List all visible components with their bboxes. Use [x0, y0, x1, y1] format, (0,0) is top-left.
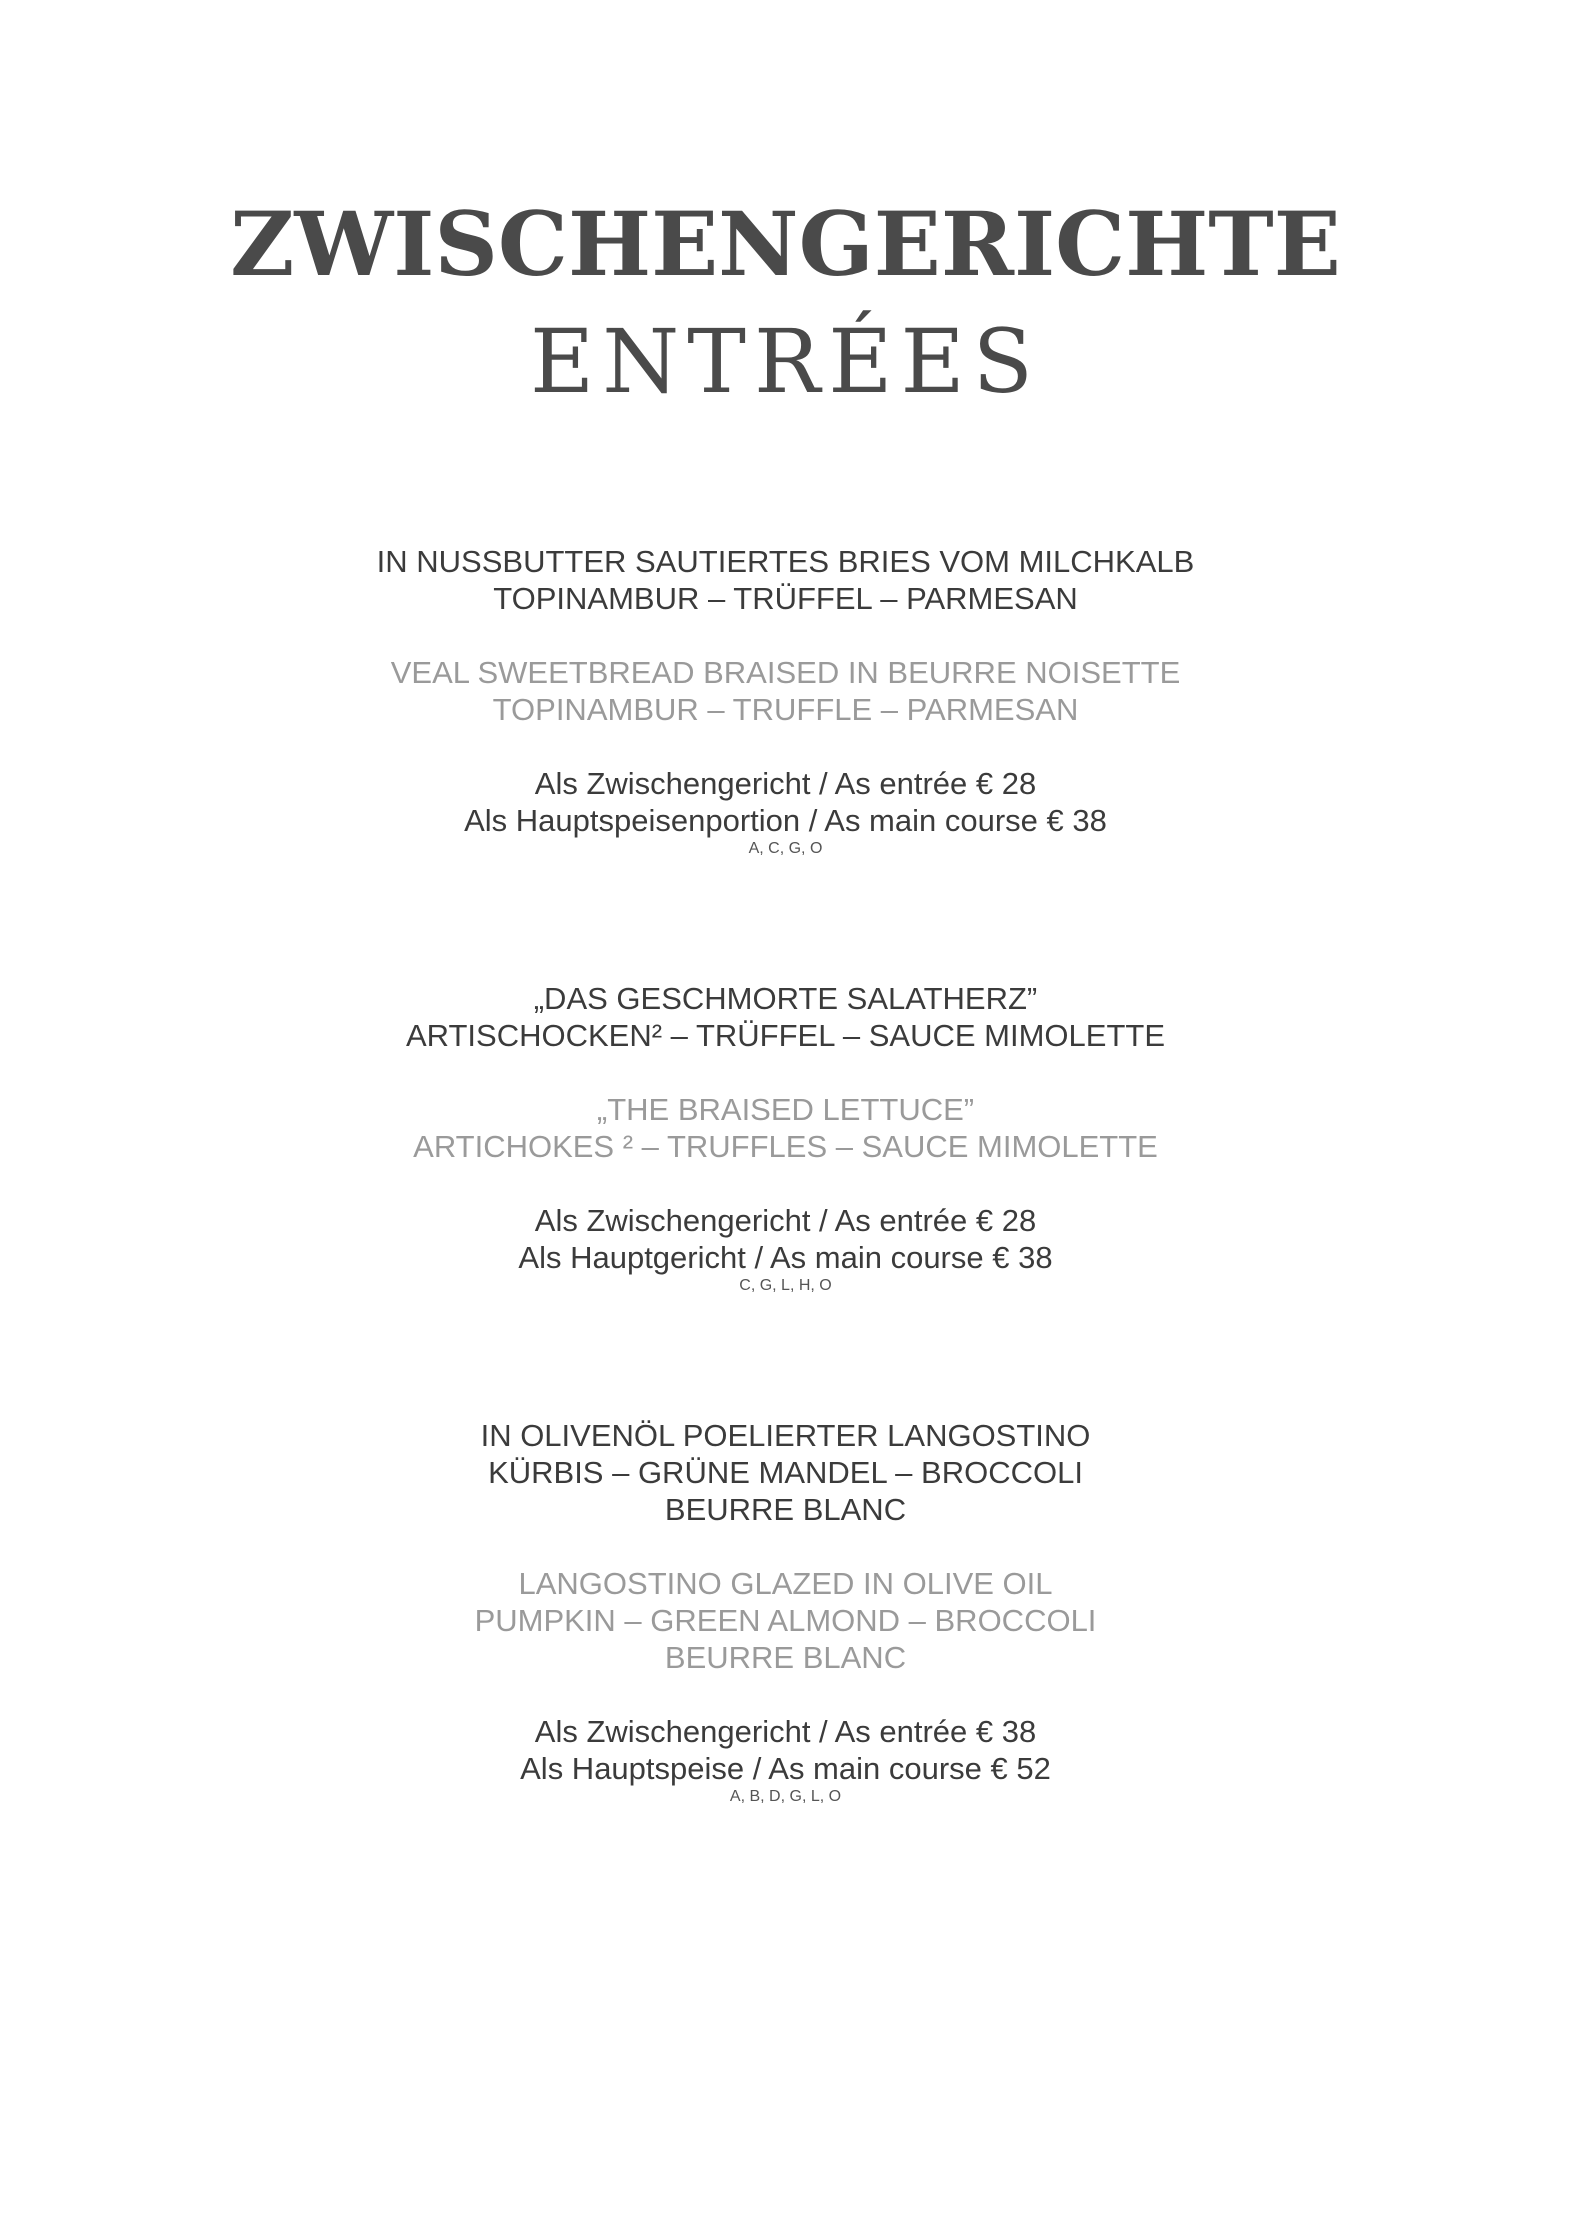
dish-name-german-line: ARTISCHOCKEN² – TRÜFFEL – SAUCE MIMOLETTE	[405, 1018, 1166, 1053]
dish-name-german-line: „DAS GESCHMORTE SALATHERZ”	[533, 981, 1038, 1016]
dish-name-english-line: BEURRE BLANC	[664, 1640, 907, 1675]
price-entree: Als Zwischengericht / As entrée € 28	[534, 1203, 1037, 1238]
price-main-course: Als Hauptspeise / As main course € 52	[520, 1751, 1051, 1786]
price-main-course: Als Hauptspeisenportion / As main course € 38	[464, 803, 1107, 838]
menu-item-langostino	[0, 1417, 1571, 1807]
dish-name-german-line: KÜRBIS – GRÜNE MANDEL – BROCCOLI	[488, 1455, 1083, 1490]
dish-name-english-line: ARTICHOKES ² – TRUFFLES – SAUCE MIMOLETTE	[413, 1129, 1158, 1164]
dish-name-english-line: VEAL SWEETBREAD BRAISED IN BEURRE NOISETTE	[390, 655, 1181, 690]
dish-name-german-line: IN OLIVENÖL POELIERTER LANGOSTINO	[480, 1418, 1091, 1453]
page-title-french: ENTRÉES	[530, 310, 1041, 413]
price-main-course: Als Hauptgericht / As main course € 38	[518, 1240, 1053, 1275]
dish-name-german-line: BEURRE BLANC	[664, 1492, 907, 1527]
dish-name-english-line: LANGOSTINO GLAZED IN OLIVE OIL	[518, 1566, 1053, 1601]
allergen-codes: A, B, D, G, L, O	[729, 1788, 842, 1805]
dish-name-german-line: TOPINAMBUR – TRÜFFEL – PARMESAN	[493, 581, 1078, 616]
menu-item-sweetbread	[0, 543, 1571, 859]
page-title-german: ZWISCHENGERICHTE	[230, 192, 1341, 296]
allergen-codes: A, C, G, O	[748, 840, 823, 857]
allergen-codes: C, G, L, H, O	[739, 1277, 832, 1294]
menu-item-lettuce	[0, 980, 1571, 1296]
dish-name-english-line: „THE BRAISED LETTUCE”	[596, 1092, 975, 1127]
price-entree: Als Zwischengericht / As entrée € 28	[534, 766, 1037, 801]
price-entree: Als Zwischengericht / As entrée € 38	[534, 1714, 1037, 1749]
dish-name-english-line: PUMPKIN – GREEN ALMOND – BROCCOLI	[474, 1603, 1097, 1638]
dish-name-english-line: TOPINAMBUR – TRUFFLE – PARMESAN	[492, 692, 1079, 727]
dish-name-german-line: IN NUSSBUTTER SAUTIERTES BRIES VOM MILCHKALB	[376, 544, 1195, 579]
